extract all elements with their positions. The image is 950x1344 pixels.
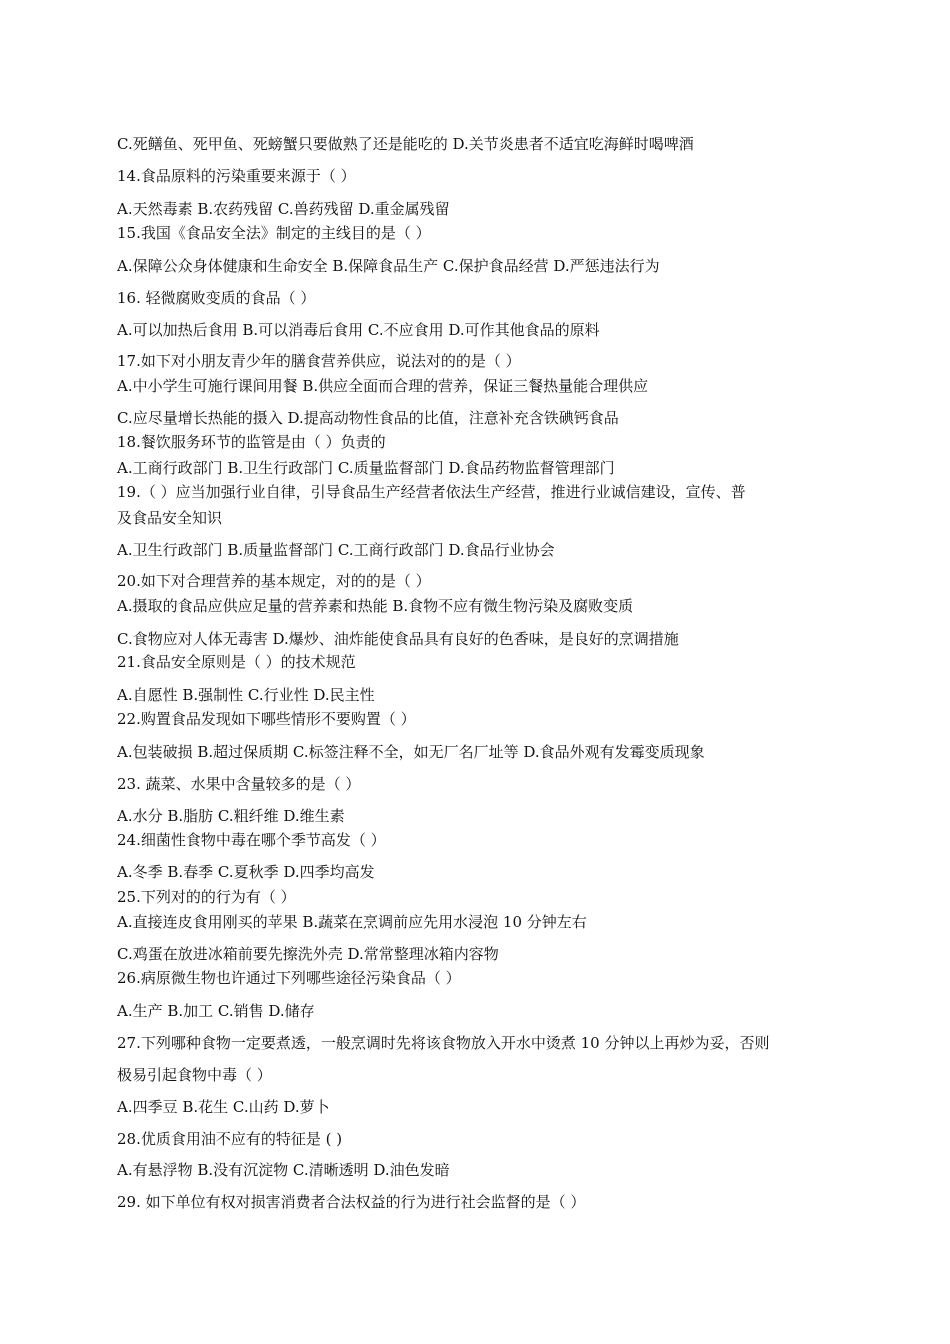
options-17-ab: A.中小学生可施行课间用餐 B.供应全面而合理的营养，保证三餐热量能合理供应 <box>117 377 649 395</box>
question-15: 15.我国《食品安全法》制定的主线目的是（ ） <box>117 224 431 242</box>
text-line: C.死鳝鱼、死甲鱼、死螃蟹只要做熟了还是能吃的 D.关节炎患者不适宜吃海鲜时喝啤酒 <box>117 135 694 153</box>
question-20: 20.如下对合理营养的基本规定，对的的是（ ） <box>117 572 431 590</box>
options-20-ab: A.摄取的食品应供应足量的营养素和热能 B.食物不应有微生物污染及腐败变质 <box>117 597 634 615</box>
options-15: A.保障公众身体健康和生命安全 B.保障食品生产 C.保护食品经营 D.严惩违法行为 <box>117 257 660 275</box>
question-16: 16. 轻微腐败变质的食品（ ） <box>117 289 316 307</box>
question-19: 19.（ ）应当加强行业自律，引导食品生产经营者依法生产经营，推进行业诚信建设，宣传、普 <box>117 483 746 501</box>
question-27-cont: 极易引起食物中毒（ ） <box>117 1066 272 1084</box>
options-17-cd: C.应尽量增长热能的摄入 D.提高动物性食品的比值，注意补充含铁碘钙食品 <box>117 409 619 427</box>
question-25: 25.下列对的的行为有（ ） <box>117 888 296 906</box>
question-26: 26.病原微生物也许通过下列哪些途径污染食品（ ） <box>117 969 461 987</box>
options-26: A.生产 B.加工 C.销售 D.储存 <box>117 1002 315 1020</box>
options-14: A.天然毒素 B.农药残留 C.兽药残留 D.重金属残留 <box>117 200 450 218</box>
options-25-ab: A.直接连皮食用刚买的苹果 B.蔬菜在烹调前应先用水浸泡 10 分钟左右 <box>117 913 587 931</box>
options-27: A.四季豆 B.花生 C.山药 D.萝卜 <box>117 1098 330 1116</box>
question-14: 14.食品原料的污染重要来源于（ ） <box>117 167 356 185</box>
question-23: 23. 蔬菜、水果中含量较多的是（ ） <box>117 775 361 793</box>
question-17: 17.如下对小朋友青少年的膳食营养供应，说法对的的是（ ） <box>117 352 521 370</box>
question-21: 21.食品安全原则是（ ）的技术规范 <box>117 653 356 671</box>
options-21: A.自愿性 B.强制性 C.行业性 D.民主性 <box>117 686 375 704</box>
options-28: A.有悬浮物 B.没有沉淀物 C.清晰透明 D.油色发暗 <box>117 1161 450 1179</box>
options-19: A.卫生行政部门 B.质量监督部门 C.工商行政部门 D.食品行业协会 <box>117 541 555 559</box>
options-18: A.工商行政部门 B.卫生行政部门 C.质量监督部门 D.食品药物监督管理部门 <box>117 459 615 477</box>
options-16: A.可以加热后食用 B.可以消毒后食用 C.不应食用 D.可作其他食品的原料 <box>117 321 600 339</box>
question-22: 22.购置食品发现如下哪些情形不要购置（ ） <box>117 710 416 728</box>
options-24: A.冬季 B.春季 C.夏秋季 D.四季均高发 <box>117 863 375 881</box>
question-28: 28.优质食用油不应有的特征是 ( ) <box>117 1130 343 1148</box>
options-25-cd: C.鸡蛋在放进冰箱前要先擦洗外壳 D.常常整理冰箱内容物 <box>117 945 499 963</box>
question-19-cont: 及食品安全知识 <box>117 509 223 527</box>
options-22: A.包装破损 B.超过保质期 C.标签注释不全，如无厂名厂址等 D.食品外观有发霉变质现象 <box>117 743 705 761</box>
question-18: 18.餐饮服务环节的监管是由（ ）负责的 <box>117 433 386 451</box>
options-23: A.水分 B.脂肪 C.粗纤维 D.维生素 <box>117 807 345 825</box>
options-20-cd: C.食物应对人体无毒害 D.爆炒、油炸能使食品具有良好的色香味，是良好的烹调措施 <box>117 630 679 648</box>
question-27: 27.下列哪种食物一定要煮透，一般烹调时先将该食物放入开水中烫煮 10 分钟以上再炒为妥，否则 <box>117 1034 770 1052</box>
question-29: 29. 如下单位有权对损害消费者合法权益的行为进行社会监督的是（ ） <box>117 1193 586 1211</box>
question-24: 24.细菌性食物中毒在哪个季节高发（ ） <box>117 831 386 849</box>
